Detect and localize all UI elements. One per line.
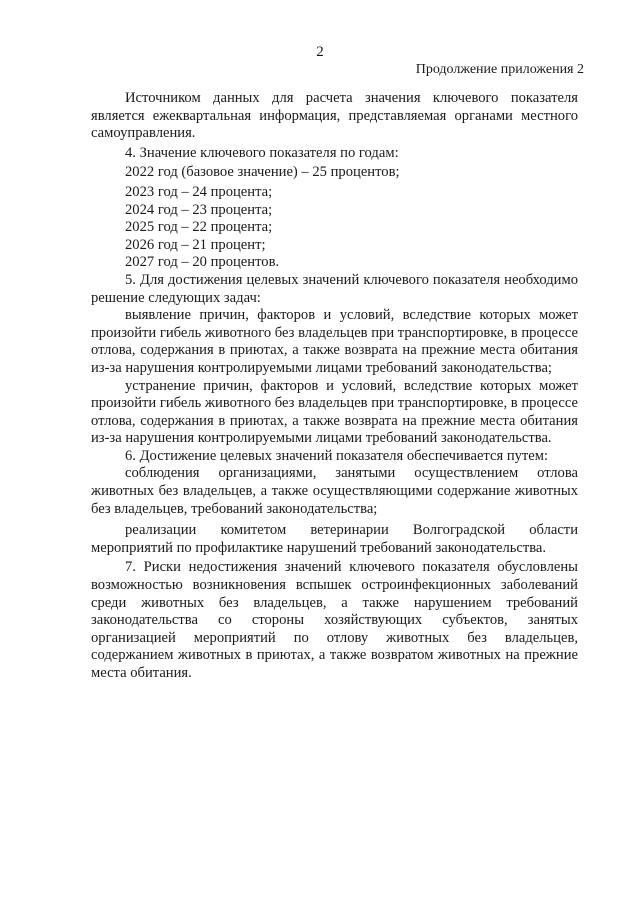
paragraph-section-5: 5. Для достижения целевых значений ключевого показателя необходимо решение следующих задач: — [91, 271, 578, 306]
year-value-2024: 2024 год – 23 процента; — [125, 201, 273, 218]
year-value-2027: 2027 год – 20 процентов. — [125, 254, 280, 271]
year-value-2023: 2023 год – 24 процента; — [125, 183, 273, 200]
paragraph-section-4-heading: 4. Значение ключевого показателя по годам: — [125, 144, 399, 161]
paragraph-task-eliminate: устранение причин, факторов и условий, вследствие которых может произойти гибель животного без владельцев при транспортировке, в процессе отлова, содержания в приютах, а также возврата на прежние места обитания из-за нарушения контролируемыми лицами требований законодательства. — [91, 377, 578, 447]
paragraph-task-identify: выявление причин, факторов и условий, вследствие которых может произойти гибель животного без владельцев при транспортировке, в процессе отлова, содержания в приютах, а также возврата на прежние места обитания из-за нарушения контролируемыми лицами требований законодательства; — [91, 307, 578, 376]
page-number: 2 — [316, 44, 324, 60]
paragraph-data-source: Источником данных для расчета значения ключевого показателя является ежеквартальная информация, представляемая органами местного самоуправления. — [91, 90, 578, 142]
document-body — [91, 90, 578, 683]
appendix-note: Продолжение приложения 2 — [415, 62, 584, 77]
paragraph-implementation: реализации комитетом ветеринарии Волгоградской области мероприятий по профилактике нарушений требований законодательства. — [91, 522, 578, 556]
paragraph-section-6: 6. Достижение целевых значений показателя обеспечивается путем: — [125, 447, 549, 464]
year-value-2025: 2025 год – 22 процента; — [125, 219, 273, 236]
paragraph-section-7-risks: 7. Риски недостижения значений ключевого показателя обусловлены возможностью возникновения вспышек остроинфекционных заболеваний среди животных без владельцев, а также нарушением требований законодательства со стороны хозяйствующих субъектов, занятых организацией мероприятий по отлову животных без владельцев, содержанием животных в приютах, а также возвратом животных на прежние места обитания. — [91, 559, 578, 681]
year-value-2026: 2026 год – 21 процент; — [125, 236, 266, 253]
year-value-2022: 2022 год (базовое значение) – 25 процентов; — [125, 164, 400, 181]
paragraph-compliance: соблюдения организациями, занятыми осуществлением отлова животных без владельцев, а также осуществляющими содержание животных без владельцев, требований законодательства; — [91, 465, 578, 517]
